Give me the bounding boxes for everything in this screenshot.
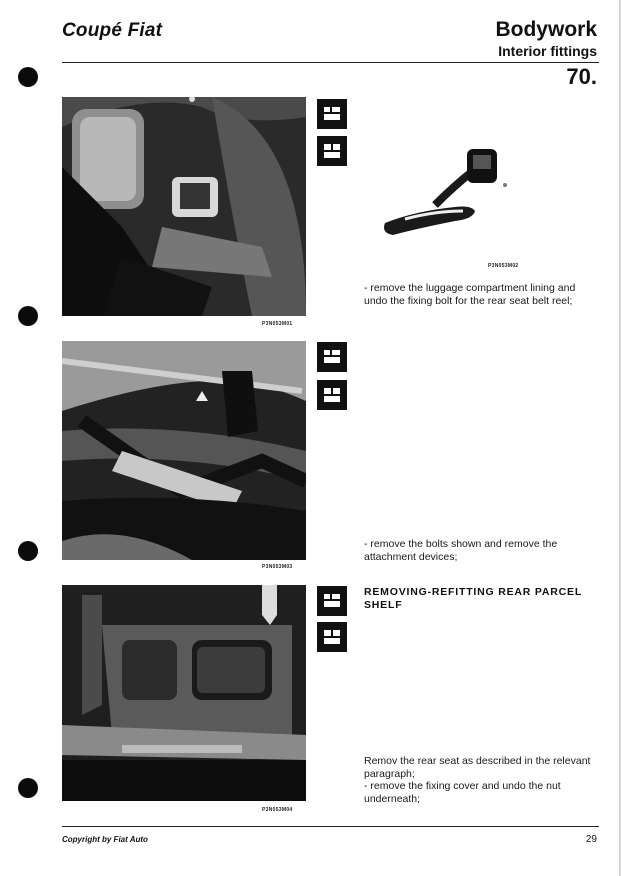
assembly-icon (317, 622, 347, 652)
figure-caption: P3N053M02 (488, 263, 519, 269)
page-code: 70. (566, 64, 597, 89)
photo-belt-reel (62, 97, 306, 316)
brand-title: Coupé Fiat (62, 20, 163, 41)
header-rule (62, 62, 599, 63)
step-text: - remove the bolts shown and remove the attachment devices; (364, 538, 558, 563)
photo-belt-attachment (62, 341, 306, 560)
binder-hole (18, 541, 38, 561)
illustration-belt-reel (375, 145, 515, 245)
subsection-title: Interior fittings (498, 43, 597, 59)
figure-caption: P3N053M01 (262, 321, 293, 327)
step-text: - remove the luggage compartment lining and undo the fixing bolt for the rear seat belt reel; (364, 282, 576, 307)
copyright-text: Copyright by Fiat Auto (62, 835, 148, 844)
binder-hole (18, 778, 38, 798)
binder-hole (18, 67, 38, 87)
assembly-icon (317, 380, 347, 410)
figure-caption: P3N053M03 (262, 564, 293, 570)
figure-caption: P3N053M04 (262, 807, 293, 813)
section-title: Bodywork (495, 18, 597, 41)
step-text: Remov the rear seat as described in the relevant paragraph; (364, 755, 591, 780)
footer-rule (62, 826, 599, 827)
section-heading: REMOVING-REFITTING REAR PARCEL SHELF (364, 586, 582, 611)
page-number: 29 (585, 834, 597, 845)
step-text: - remove the fixing cover and undo the nut underneath; (364, 780, 561, 805)
photo-parcel-shelf (62, 585, 306, 801)
assembly-icon (317, 136, 347, 166)
exploded-view-icon (317, 586, 347, 616)
procedure-text (364, 755, 599, 805)
binder-hole (18, 306, 38, 326)
exploded-view-icon (317, 99, 347, 129)
exploded-view-icon (317, 342, 347, 372)
